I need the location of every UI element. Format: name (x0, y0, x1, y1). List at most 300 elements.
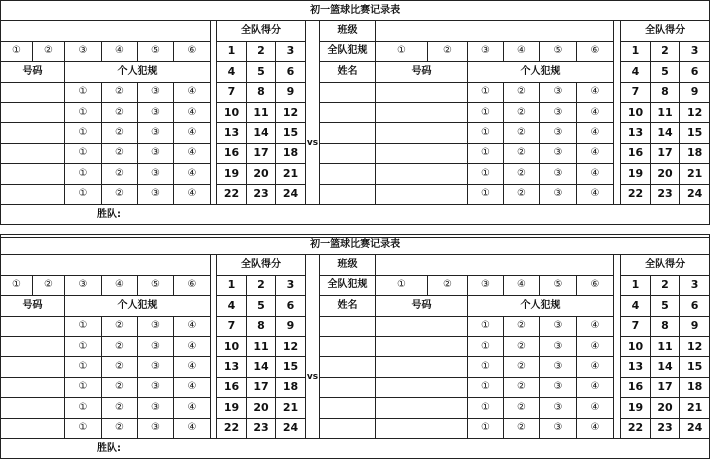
personal-foul-mark-left[interactable]: ③ (138, 143, 174, 163)
score-cell-right[interactable]: 21 (680, 398, 710, 418)
score-cell-left[interactable]: 15 (276, 357, 306, 377)
personal-foul-mark-right[interactable]: ② (504, 123, 540, 143)
player-number-cell-left[interactable] (1, 316, 65, 336)
personal-foul-mark-right[interactable]: ④ (577, 143, 614, 163)
spacer-cell (614, 82, 621, 102)
team-foul-mark-left[interactable]: ② (33, 275, 65, 295)
team-foul-mark-left[interactable]: ⑥ (174, 275, 211, 295)
player-number-cell-right[interactable] (376, 102, 468, 122)
score-cell-right[interactable]: 3 (680, 275, 710, 295)
score-cell-left[interactable]: 12 (276, 102, 306, 122)
score-cell-left[interactable]: 6 (276, 62, 306, 82)
team-score-label-right: 全队得分 (621, 255, 710, 275)
score-cell-right[interactable]: 7 (621, 82, 651, 102)
score-cell-right[interactable]: 19 (621, 164, 651, 184)
score-cell-left[interactable]: 5 (247, 62, 276, 82)
score-cell-left[interactable]: 6 (276, 296, 306, 316)
personal-foul-mark-left[interactable]: ④ (174, 184, 211, 204)
table-row (1, 123, 710, 143)
personal-foul-label-left: 个人犯规 (65, 296, 211, 316)
team-foul-mark-left[interactable]: ② (33, 41, 65, 61)
table-row (1, 82, 710, 102)
personal-foul-mark-right[interactable]: ① (468, 164, 504, 184)
spacer-cell (614, 123, 621, 143)
spacer-cell (614, 377, 621, 397)
score-cell-left[interactable]: 4 (217, 296, 247, 316)
score-cell-right[interactable]: 22 (621, 418, 651, 438)
score-cell-left[interactable]: 10 (217, 336, 247, 356)
score-cell-right[interactable]: 4 (621, 62, 651, 82)
score-cell-left[interactable]: 1 (217, 41, 247, 61)
score-cell-right[interactable]: 8 (651, 316, 680, 336)
score-cell-right[interactable]: 14 (651, 357, 680, 377)
team-foul-mark-left[interactable]: ③ (65, 275, 102, 295)
personal-foul-mark-right[interactable]: ③ (540, 336, 577, 356)
team-foul-mark-right[interactable]: ⑤ (540, 41, 577, 61)
personal-foul-mark-right[interactable]: ④ (577, 357, 614, 377)
personal-foul-mark-left[interactable]: ② (102, 336, 138, 356)
personal-foul-mark-left[interactable]: ② (102, 143, 138, 163)
player-number-cell-left[interactable] (1, 184, 65, 204)
personal-foul-label-right: 个人犯规 (468, 296, 614, 316)
personal-foul-mark-left[interactable]: ② (102, 82, 138, 102)
personal-foul-mark-left[interactable]: ③ (138, 336, 174, 356)
score-cell-right[interactable]: 4 (621, 296, 651, 316)
personal-foul-mark-right[interactable]: ③ (540, 82, 577, 102)
personal-foul-mark-left[interactable]: ① (65, 316, 102, 336)
score-cell-right[interactable]: 2 (651, 275, 680, 295)
table-row (1, 235, 710, 255)
player-number-cell-left[interactable] (1, 377, 65, 397)
score-cell-left[interactable]: 17 (247, 143, 276, 163)
score-cell-right[interactable]: 6 (680, 62, 710, 82)
personal-foul-mark-right[interactable]: ④ (577, 336, 614, 356)
personal-foul-mark-left[interactable]: ① (65, 102, 102, 122)
class-label: 班级 (320, 255, 376, 275)
personal-foul-mark-left[interactable]: ② (102, 377, 138, 397)
player-name-cell[interactable] (320, 102, 376, 122)
player-number-cell-left[interactable] (1, 143, 65, 163)
score-cell-left[interactable]: 16 (217, 143, 247, 163)
score-cell-right[interactable]: 22 (621, 184, 651, 204)
personal-foul-mark-right[interactable]: ③ (540, 377, 577, 397)
score-cell-right[interactable]: 12 (680, 336, 710, 356)
personal-foul-mark-left[interactable]: ④ (174, 377, 211, 397)
spacer-cell (306, 275, 320, 295)
class-value-cell[interactable] (376, 21, 614, 41)
personal-foul-mark-right[interactable]: ② (504, 184, 540, 204)
score-cell-left[interactable]: 8 (247, 82, 276, 102)
spacer-cell (306, 21, 320, 41)
personal-foul-mark-left[interactable]: ① (65, 357, 102, 377)
spacer-cell (306, 255, 320, 275)
player-name-cell[interactable] (320, 398, 376, 418)
score-cell-left[interactable]: 10 (217, 102, 247, 122)
score-cell-left[interactable]: 23 (247, 418, 276, 438)
team-foul-mark-left[interactable]: ③ (65, 41, 102, 61)
score-cell-right[interactable]: 21 (680, 164, 710, 184)
number-label-right: 号码 (376, 296, 468, 316)
player-number-cell-right[interactable] (376, 357, 468, 377)
player-number-cell-left[interactable] (1, 102, 65, 122)
score-cell-left[interactable]: 13 (217, 123, 247, 143)
personal-foul-mark-left[interactable]: ② (102, 316, 138, 336)
team-foul-mark-left[interactable]: ① (1, 275, 33, 295)
score-cell-right[interactable]: 18 (680, 143, 710, 163)
score-cell-right[interactable]: 17 (651, 143, 680, 163)
score-cell-right[interactable]: 11 (651, 102, 680, 122)
personal-foul-mark-right[interactable]: ① (468, 357, 504, 377)
player-number-cell-right[interactable] (376, 143, 468, 163)
name-label: 姓名 (320, 62, 376, 82)
score-cell-left[interactable]: 3 (276, 275, 306, 295)
personal-foul-mark-right[interactable]: ② (504, 102, 540, 122)
personal-foul-mark-right[interactable]: ④ (577, 316, 614, 336)
number-label-left: 号码 (1, 296, 65, 316)
personal-foul-mark-left[interactable]: ① (65, 398, 102, 418)
team-foul-mark-right[interactable]: ⑥ (577, 275, 614, 295)
team-foul-mark-right[interactable]: ③ (468, 41, 504, 61)
personal-foul-mark-right[interactable]: ② (504, 82, 540, 102)
score-cell-right[interactable]: 5 (651, 62, 680, 82)
personal-foul-mark-right[interactable]: ① (468, 377, 504, 397)
personal-foul-mark-right[interactable]: ③ (540, 316, 577, 336)
score-cell-right[interactable]: 5 (651, 296, 680, 316)
personal-foul-mark-right[interactable]: ② (504, 316, 540, 336)
player-number-cell-right[interactable] (376, 164, 468, 184)
player-name-cell[interactable] (320, 143, 376, 163)
personal-foul-mark-left[interactable]: ① (65, 336, 102, 356)
score-cell-left[interactable]: 24 (276, 184, 306, 204)
personal-foul-mark-right[interactable]: ② (504, 357, 540, 377)
team-score-label-right: 全队得分 (621, 21, 710, 41)
team-foul-mark-left[interactable]: ⑤ (138, 275, 174, 295)
spacer-cell (614, 184, 621, 204)
score-cell-left[interactable]: 21 (276, 398, 306, 418)
personal-foul-mark-left[interactable]: ① (65, 82, 102, 102)
personal-foul-mark-right[interactable]: ① (468, 336, 504, 356)
spacer-cell (306, 62, 320, 82)
score-cell-right[interactable]: 24 (680, 184, 710, 204)
personal-foul-mark-right[interactable]: ① (468, 123, 504, 143)
spacer-cell (306, 296, 320, 316)
player-name-cell[interactable] (320, 357, 376, 377)
personal-foul-mark-left[interactable]: ④ (174, 336, 211, 356)
personal-foul-mark-right[interactable]: ① (468, 316, 504, 336)
table-row (1, 21, 710, 41)
personal-foul-mark-right[interactable]: ④ (577, 418, 614, 438)
personal-foul-mark-left[interactable]: ① (65, 184, 102, 204)
personal-foul-mark-right[interactable]: ③ (540, 418, 577, 438)
score-cell-right[interactable]: 15 (680, 123, 710, 143)
table-row (1, 377, 710, 397)
score-cell-left[interactable]: 24 (276, 418, 306, 438)
score-cell-right[interactable]: 12 (680, 102, 710, 122)
personal-foul-mark-right[interactable]: ④ (577, 184, 614, 204)
score-cell-left[interactable]: 18 (276, 143, 306, 163)
score-cell-right[interactable]: 23 (651, 184, 680, 204)
score-cell-left[interactable]: 2 (247, 275, 276, 295)
personal-foul-mark-left[interactable]: ④ (174, 102, 211, 122)
personal-foul-mark-right[interactable]: ③ (540, 398, 577, 418)
player-number-cell-right[interactable] (376, 316, 468, 336)
personal-foul-mark-left[interactable]: ③ (138, 184, 174, 204)
blank-cell (1, 21, 211, 41)
score-cell-right[interactable]: 20 (651, 164, 680, 184)
personal-foul-mark-right[interactable]: ① (468, 143, 504, 163)
personal-foul-mark-right[interactable]: ④ (577, 377, 614, 397)
personal-foul-mark-left[interactable]: ④ (174, 316, 211, 336)
score-cell-left[interactable]: 5 (247, 296, 276, 316)
player-number-cell-right[interactable] (376, 336, 468, 356)
spacer-cell (614, 275, 621, 295)
personal-foul-mark-right[interactable]: ② (504, 164, 540, 184)
team-foul-mark-right[interactable]: ② (428, 41, 468, 61)
score-cell-right[interactable]: 24 (680, 418, 710, 438)
personal-foul-mark-left[interactable]: ④ (174, 143, 211, 163)
score-cell-right[interactable]: 20 (651, 398, 680, 418)
score-cell-right[interactable]: 2 (651, 41, 680, 61)
table-row (1, 316, 710, 336)
personal-foul-mark-right[interactable]: ② (504, 336, 540, 356)
personal-foul-mark-left[interactable]: ④ (174, 357, 211, 377)
table-row (1, 357, 710, 377)
team-score-label-left: 全队得分 (217, 21, 306, 41)
personal-foul-mark-left[interactable]: ① (65, 418, 102, 438)
team-foul-mark-right[interactable]: ② (428, 275, 468, 295)
personal-foul-mark-left[interactable]: ③ (138, 357, 174, 377)
score-cell-right[interactable]: 23 (651, 418, 680, 438)
score-cell-right[interactable]: 8 (651, 82, 680, 102)
score-cell-left[interactable]: 18 (276, 377, 306, 397)
score-cell-left[interactable]: 14 (247, 357, 276, 377)
score-cell-left[interactable]: 9 (276, 316, 306, 336)
team-foul-mark-left[interactable]: ⑤ (138, 41, 174, 61)
score-cell-left[interactable]: 11 (247, 336, 276, 356)
sheet-title: 初一篮球比赛记录表 (1, 235, 710, 255)
personal-foul-mark-right[interactable]: ① (468, 184, 504, 204)
personal-foul-mark-left[interactable]: ④ (174, 418, 211, 438)
personal-foul-mark-left[interactable]: ③ (138, 123, 174, 143)
player-number-cell-left[interactable] (1, 123, 65, 143)
team-foul-mark-right[interactable]: ④ (504, 275, 540, 295)
score-cell-right[interactable]: 10 (621, 102, 651, 122)
team-foul-mark-right[interactable]: ① (376, 41, 428, 61)
team-foul-mark-left[interactable]: ④ (102, 41, 138, 61)
score-cell-left[interactable]: 22 (217, 184, 247, 204)
team-foul-mark-right[interactable]: ⑥ (577, 41, 614, 61)
personal-foul-mark-left[interactable]: ④ (174, 398, 211, 418)
player-number-cell-right[interactable] (376, 184, 468, 204)
personal-foul-mark-left[interactable]: ③ (138, 377, 174, 397)
spacer-cell (614, 255, 621, 275)
personal-foul-mark-right[interactable]: ① (468, 398, 504, 418)
score-cell-right[interactable]: 3 (680, 41, 710, 61)
personal-foul-mark-right[interactable]: ④ (577, 82, 614, 102)
player-number-cell-right[interactable] (376, 82, 468, 102)
player-name-cell[interactable] (320, 164, 376, 184)
player-number-cell-right[interactable] (376, 418, 468, 438)
winner-row[interactable] (1, 438, 710, 458)
personal-foul-mark-left[interactable]: ④ (174, 123, 211, 143)
score-cell-right[interactable]: 14 (651, 123, 680, 143)
team-foul-label: 全队犯规 (320, 41, 376, 61)
player-number-cell-left[interactable] (1, 357, 65, 377)
player-number-cell-left[interactable] (1, 336, 65, 356)
score-cell-left[interactable]: 15 (276, 123, 306, 143)
score-cell-left[interactable]: 23 (247, 184, 276, 204)
player-name-cell[interactable] (320, 82, 376, 102)
personal-foul-mark-left[interactable]: ① (65, 123, 102, 143)
personal-foul-mark-right[interactable]: ③ (540, 143, 577, 163)
player-number-cell-left[interactable] (1, 82, 65, 102)
personal-foul-mark-left[interactable]: ① (65, 164, 102, 184)
score-cell-right[interactable]: 15 (680, 357, 710, 377)
personal-foul-mark-left[interactable]: ② (102, 418, 138, 438)
team-foul-mark-left[interactable]: ⑥ (174, 41, 211, 61)
personal-foul-mark-left[interactable]: ③ (138, 164, 174, 184)
personal-foul-mark-left[interactable]: ② (102, 357, 138, 377)
score-cell-right[interactable]: 9 (680, 316, 710, 336)
personal-foul-mark-left[interactable]: ④ (174, 82, 211, 102)
table-row (1, 184, 710, 204)
spacer-cell (614, 336, 621, 356)
record-table (0, 234, 710, 459)
score-cell-left[interactable]: 4 (217, 62, 247, 82)
score-cell-left[interactable]: 14 (247, 123, 276, 143)
player-name-cell[interactable] (320, 418, 376, 438)
personal-foul-mark-left[interactable]: ③ (138, 82, 174, 102)
personal-foul-mark-right[interactable]: ② (504, 377, 540, 397)
personal-foul-mark-left[interactable]: ② (102, 398, 138, 418)
personal-foul-mark-left[interactable]: ③ (138, 102, 174, 122)
personal-foul-mark-left[interactable]: ② (102, 123, 138, 143)
personal-foul-mark-right[interactable]: ③ (540, 102, 577, 122)
personal-foul-mark-right[interactable]: ① (468, 82, 504, 102)
number-label-right: 号码 (376, 62, 468, 82)
team-foul-mark-right[interactable]: ⑤ (540, 275, 577, 295)
score-cell-left[interactable]: 9 (276, 82, 306, 102)
personal-foul-mark-left[interactable]: ③ (138, 398, 174, 418)
score-cell-right[interactable]: 18 (680, 377, 710, 397)
score-cell-right[interactable]: 16 (621, 377, 651, 397)
personal-foul-mark-right[interactable]: ③ (540, 164, 577, 184)
score-cell-right[interactable]: 17 (651, 377, 680, 397)
personal-foul-mark-left[interactable]: ① (65, 143, 102, 163)
personal-foul-mark-left[interactable]: ③ (138, 418, 174, 438)
score-cell-right[interactable]: 13 (621, 123, 651, 143)
score-cell-right[interactable]: 1 (621, 275, 651, 295)
player-number-cell-right[interactable] (376, 123, 468, 143)
personal-foul-mark-left[interactable]: ④ (174, 164, 211, 184)
personal-foul-mark-right[interactable]: ④ (577, 398, 614, 418)
winner-row[interactable] (1, 204, 710, 224)
score-cell-left[interactable]: 19 (217, 398, 247, 418)
team-foul-mark-right[interactable]: ① (376, 275, 428, 295)
table-row (1, 62, 710, 82)
personal-foul-mark-left[interactable]: ③ (138, 316, 174, 336)
personal-foul-mark-right[interactable]: ① (468, 418, 504, 438)
score-cell-right[interactable]: 9 (680, 82, 710, 102)
score-cell-right[interactable]: 10 (621, 336, 651, 356)
score-cell-left[interactable]: 13 (217, 357, 247, 377)
score-cell-left[interactable]: 8 (247, 316, 276, 336)
personal-foul-mark-left[interactable]: ① (65, 377, 102, 397)
personal-foul-mark-right[interactable]: ② (504, 143, 540, 163)
player-name-cell[interactable] (320, 336, 376, 356)
number-label-left: 号码 (1, 62, 65, 82)
personal-foul-mark-right[interactable]: ① (468, 102, 504, 122)
score-cell-left[interactable]: 7 (217, 316, 247, 336)
record-sheet (0, 234, 703, 468)
personal-foul-mark-right[interactable]: ③ (540, 184, 577, 204)
class-value-cell[interactable] (376, 255, 614, 275)
team-foul-mark-left[interactable]: ④ (102, 275, 138, 295)
player-name-cell[interactable] (320, 377, 376, 397)
score-cell-left[interactable]: 20 (247, 398, 276, 418)
score-cell-left[interactable]: 17 (247, 377, 276, 397)
personal-foul-mark-right[interactable]: ④ (577, 102, 614, 122)
personal-foul-mark-left[interactable]: ② (102, 184, 138, 204)
personal-foul-mark-right[interactable]: ② (504, 418, 540, 438)
personal-foul-mark-right[interactable]: ④ (577, 164, 614, 184)
player-name-cell[interactable] (320, 184, 376, 204)
spacer-cell (614, 41, 621, 61)
table-row (1, 102, 710, 122)
personal-foul-mark-right[interactable]: ③ (540, 123, 577, 143)
score-cell-right[interactable]: 13 (621, 357, 651, 377)
score-cell-left[interactable]: 3 (276, 41, 306, 61)
player-number-cell-left[interactable] (1, 398, 65, 418)
score-cell-left[interactable]: 20 (247, 164, 276, 184)
table-row (1, 438, 710, 458)
player-number-cell-left[interactable] (1, 418, 65, 438)
score-cell-left[interactable]: 12 (276, 336, 306, 356)
player-number-cell-left[interactable] (1, 164, 65, 184)
score-cell-left[interactable]: 2 (247, 41, 276, 61)
personal-foul-mark-right[interactable]: ④ (577, 123, 614, 143)
table-row (1, 164, 710, 184)
score-cell-right[interactable]: 16 (621, 143, 651, 163)
score-cell-left[interactable]: 21 (276, 164, 306, 184)
spacer-cell (614, 398, 621, 418)
score-cell-left[interactable]: 1 (217, 275, 247, 295)
score-cell-right[interactable]: 19 (621, 398, 651, 418)
team-foul-mark-right[interactable]: ③ (468, 275, 504, 295)
score-cell-right[interactable]: 7 (621, 316, 651, 336)
personal-foul-mark-right[interactable]: ③ (540, 357, 577, 377)
score-cell-left[interactable]: 16 (217, 377, 247, 397)
team-foul-mark-right[interactable]: ④ (504, 41, 540, 61)
score-cell-right[interactable]: 6 (680, 296, 710, 316)
score-cell-left[interactable]: 22 (217, 418, 247, 438)
score-cell-right[interactable]: 1 (621, 41, 651, 61)
table-row (1, 255, 710, 275)
team-foul-mark-left[interactable]: ① (1, 41, 33, 61)
score-cell-left[interactable]: 7 (217, 82, 247, 102)
score-cell-right[interactable]: 11 (651, 336, 680, 356)
score-cell-left[interactable]: 11 (247, 102, 276, 122)
player-name-cell[interactable] (320, 316, 376, 336)
spacer-cell (614, 21, 621, 41)
personal-foul-mark-left[interactable]: ② (102, 102, 138, 122)
player-number-cell-right[interactable] (376, 398, 468, 418)
personal-foul-mark-right[interactable]: ② (504, 398, 540, 418)
player-number-cell-right[interactable] (376, 377, 468, 397)
score-cell-left[interactable]: 19 (217, 164, 247, 184)
personal-foul-mark-left[interactable]: ② (102, 164, 138, 184)
player-name-cell[interactable] (320, 123, 376, 143)
